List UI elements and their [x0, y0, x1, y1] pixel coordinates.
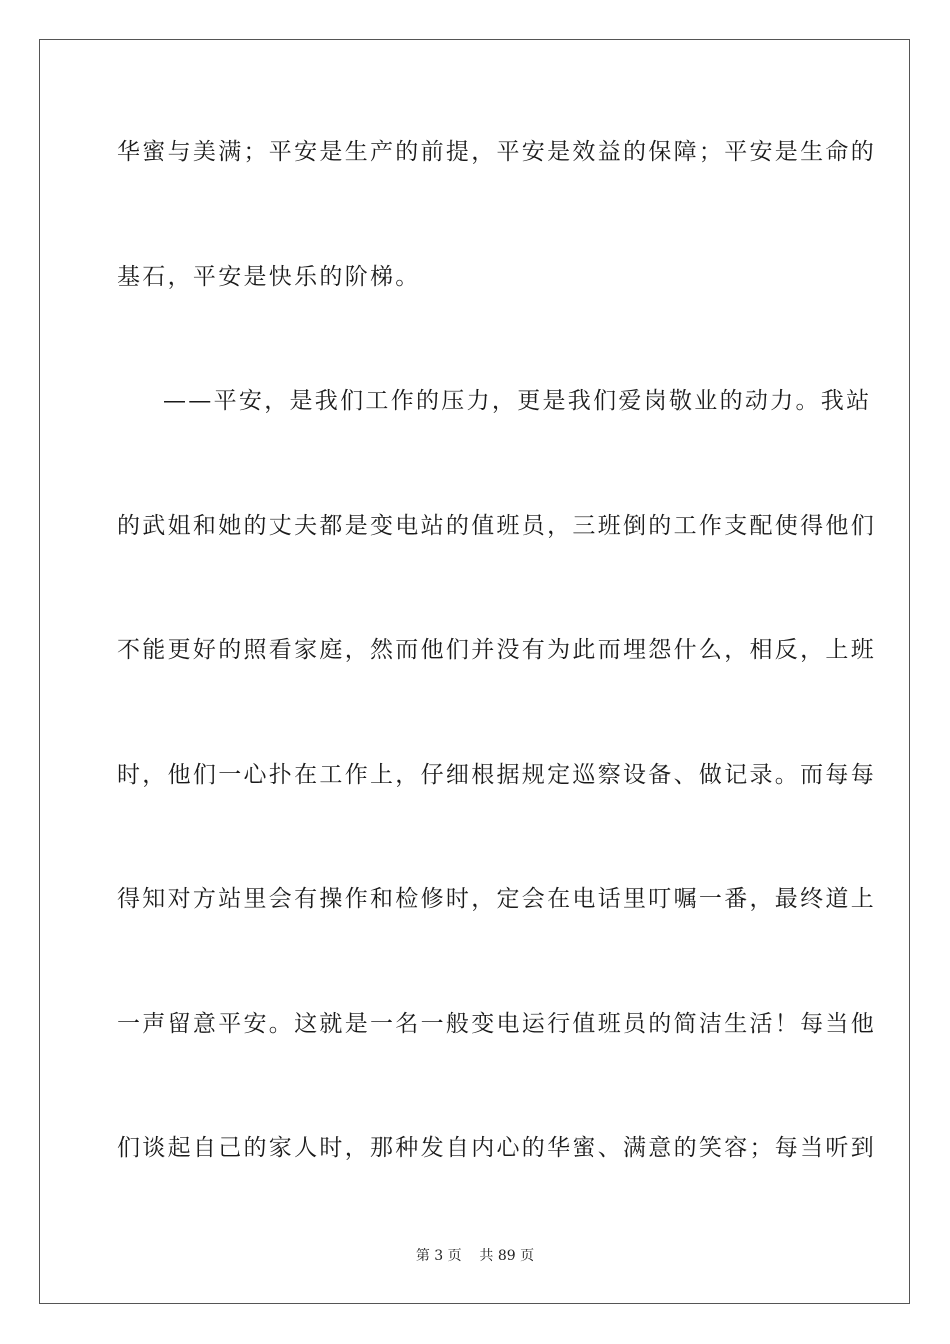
- body-line-6: 时，他们一心扑在工作上，仔细根据规定巡察设备、做记录。而每每: [117, 762, 876, 788]
- body-line-1: 华蜜与美满；平安是生产的前提，平安是效益的保障；平安是生命的: [117, 139, 876, 165]
- body-line-9: 们谈起自己的家人时，那种发自内心的华蜜、满意的笑容；每当听到: [117, 1135, 876, 1161]
- body-line-2: 基石，平安是快乐的阶梯。: [117, 264, 421, 290]
- page-border: [39, 39, 910, 1304]
- body-line-3: ——平安，是我们工作的压力，更是我们爱岗敬业的动力。我站: [163, 388, 872, 414]
- body-line-8: 一声留意平安。这就是一名一般变电运行值班员的简洁生活！每当他: [117, 1011, 876, 1037]
- body-line-5: 不能更好的照看家庭，然而他们并没有为此而埋怨什么，相反，上班: [117, 637, 876, 663]
- body-line-4: 的武姐和她的丈夫都是变电站的值班员，三班倒的工作支配使得他们: [117, 513, 876, 539]
- page-number-footer: 第 3 页 共 89 页: [415, 1248, 535, 1264]
- body-line-7: 得知对方站里会有操作和检修时，定会在电话里叮嘱一番，最终道上: [117, 886, 876, 912]
